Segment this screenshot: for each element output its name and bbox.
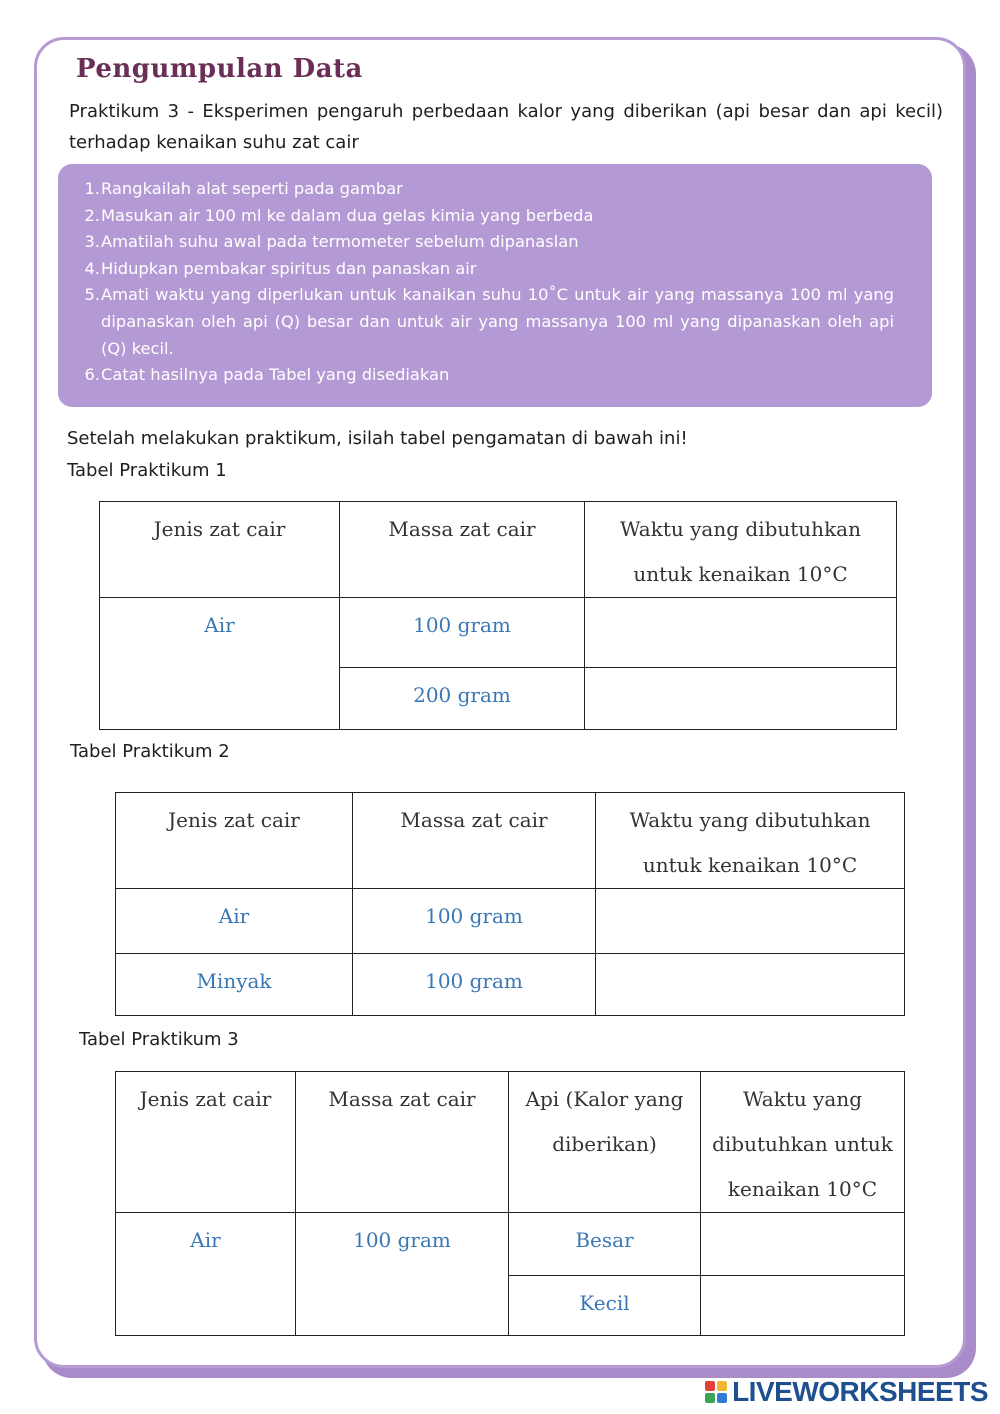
step-item: 2. Masukan air 100 ml ke dalam dua gelas kimia yang berbeda [84, 205, 594, 225]
cell-liquid: Air [116, 1213, 296, 1336]
footer-brand [705, 1376, 988, 1408]
table1-label: Tabel Praktikum 1 [67, 460, 227, 481]
header-massa: Massa zat cair [296, 1072, 509, 1213]
header-massa: Massa zat cair [340, 502, 585, 598]
cell-fire: Besar [509, 1213, 701, 1276]
header-waktu: Waktu yang dibutuhkan untuk kenaikan 10°C [701, 1072, 905, 1213]
experiment-intro: Praktikum 3 - Eksperimen pengaruh perbedaan kalor yang diberikan (api besar dan api kecil) terhadap kenaikan suhu zat cair [69, 101, 943, 153]
step-item: 3. Amatilah suhu awal pada termometer sebelum dipanaslan [84, 232, 579, 252]
cell-liquid: Air [116, 889, 353, 954]
liveworksheets-logo-icon [705, 1381, 727, 1403]
procedure-steps [84, 176, 894, 389]
answer-cell[interactable] [701, 1213, 905, 1276]
cell-liquid: Air [100, 598, 340, 730]
step-item: 1. Rangkailah alat seperti pada gambar [84, 179, 403, 198]
cell-mass: 100 gram [296, 1213, 509, 1336]
cell-mass: 100 gram [340, 598, 585, 668]
answer-cell[interactable] [585, 598, 897, 668]
header-api: Api (Kalor yang diberikan) [509, 1072, 701, 1213]
page-title: Pengumpulan Data [76, 54, 363, 84]
answer-cell[interactable] [585, 668, 897, 730]
cell-fire: Kecil [509, 1276, 701, 1336]
cell-liquid: Minyak [116, 954, 353, 1016]
table3-label: Tabel Praktikum 3 [79, 1029, 239, 1050]
step-item: 4. Hidupkan pembakar spiritus dan panaskan air [84, 258, 477, 278]
table-praktikum-1 [99, 501, 897, 730]
answer-cell[interactable] [596, 889, 905, 954]
header-jenis: Jenis zat cair [116, 793, 353, 889]
header-waktu: Waktu yang dibutuhkan untuk kenaikan 10°C [596, 793, 905, 889]
header-waktu: Waktu yang dibutuhkan untuk kenaikan 10°C [585, 502, 897, 598]
table-praktikum-2 [115, 792, 905, 1016]
step-item: 5. Amati waktu yang diperlukan untuk kanaikan suhu 10˚C untuk air yang massanya 100 ml yang dipanaskan oleh api (Q) besar dan untuk air yang massanya 100 ml yang dipanaskan oleh api (Q) kecil. [84, 285, 894, 358]
header-massa: Massa zat cair [353, 793, 596, 889]
table-praktikum-3 [115, 1071, 905, 1336]
answer-cell[interactable] [596, 954, 905, 1016]
table2-label: Tabel Praktikum 2 [70, 741, 230, 762]
brand-name: LIVEWORKSHEETS [732, 1376, 988, 1407]
header-jenis: Jenis zat cair [100, 502, 340, 598]
step-item: 6. Catat hasilnya pada Tabel yang disediakan [84, 365, 450, 385]
cell-mass: 200 gram [340, 668, 585, 730]
cell-mass: 100 gram [353, 889, 596, 954]
answer-cell[interactable] [701, 1276, 905, 1336]
cell-mass: 100 gram [353, 954, 596, 1016]
header-jenis: Jenis zat cair [116, 1072, 296, 1213]
instruction-text: Setelah melakukan praktikum, isilah tabel pengamatan di bawah ini! [67, 428, 688, 449]
